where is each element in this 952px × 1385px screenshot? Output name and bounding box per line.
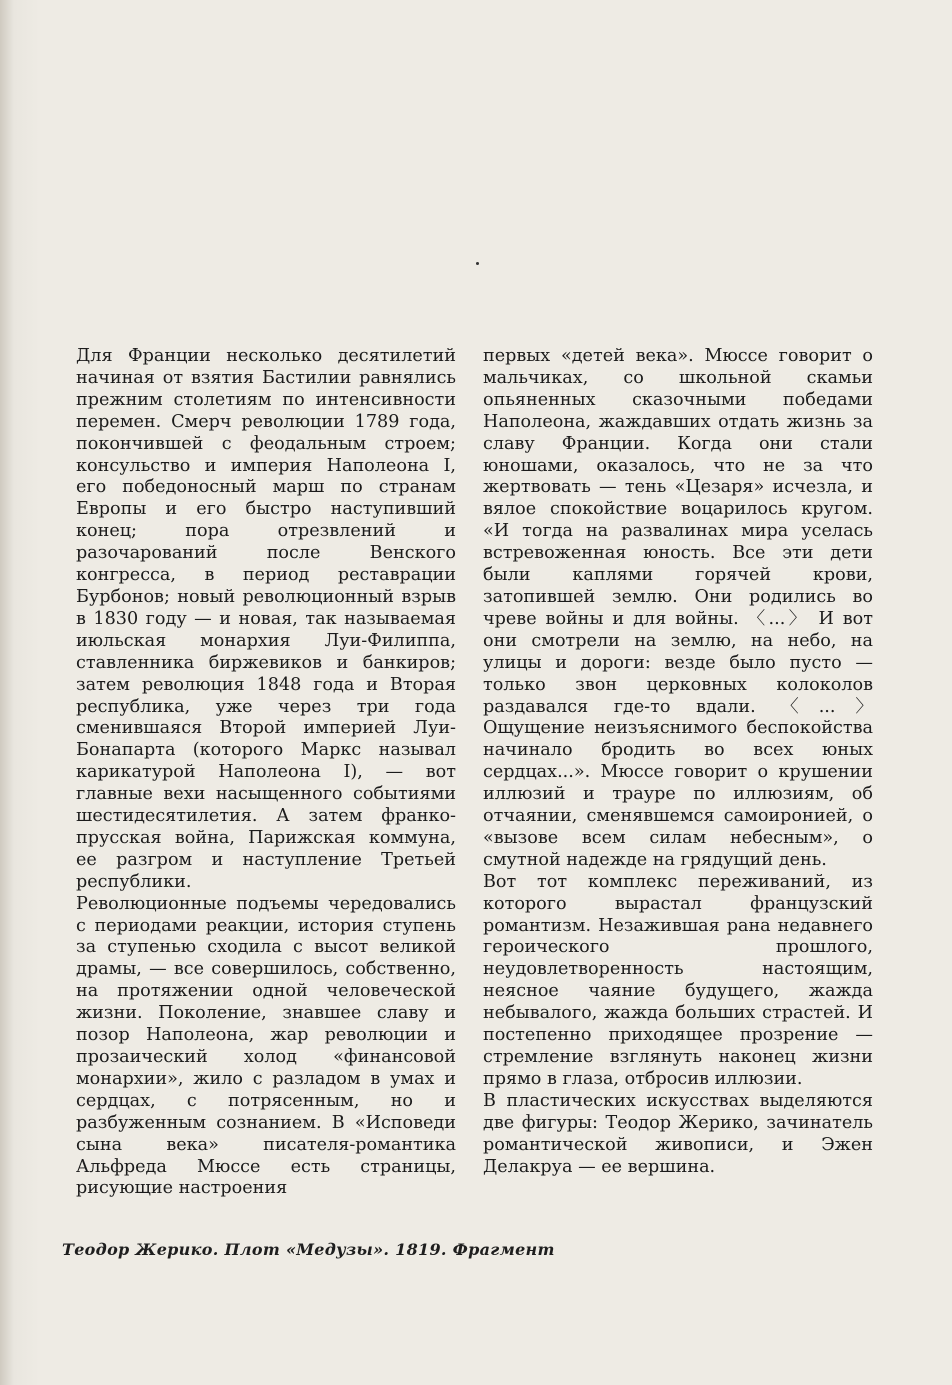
paragraph-children-of-century: первых «детей века». Мюссе говорит о мальчиках, со школьной скамьи опьяненных сказочными победами Наполеона, жаждавших отдать жизнь за славу Франции. Когда они стали юношами, оказалось, что не за что жертвовать — тень «Цезаря» исчезла, и вялое спокойствие воцарилось кругом. «И тогда на развалинах мира уселась встревоженная юность. Все эти дети были каплями горячей крови, затопившей землю. Они родились во чреве войны и для войны. 〈...〉 И вот они смотрели на землю, на небо, на улицы и дороги: везде было пусто — только звон церковных колоколов раздавался где-то вдали. 〈...〉 Ощущение неизъяснимого беспокойства начинало бродить во всех юных сердцах...». Мюссе говорит о крушении иллюзий и трауре по иллюзиям, об отчаянии, сменявшемся самоиронией, о «вызове всем силам небесным», о смутной надежде на грядущий день.: [483, 346, 873, 870]
paragraph-two-figures: В пластических искусствах выделяются две фигуры: Теодор Жерико, зачинатель романтической живописи, и Эжен Делакруа — ее вершина.: [483, 1090, 873, 1177]
paragraph-romanticism-complex: Вот тот комплекс переживаний, из которого вырастал французский романтизм. Незажившая рана недавнего героического прошлого, неудовлетворенность настоящим, неясное чаяние будущего, жажда небывалого, жажда больших страстей. И постепенно приходящее прозрение — стремление взглянуть наконец жизни прямо в глаза, отбросив иллюзии.: [483, 871, 873, 1089]
paragraph-revolutionary-rises: Революционные подъемы чередовались с периодами реакции, история ступень за ступенью сходила с высот великой драмы, — все совершилось, собственно, на протяжении одной человеческой жизни. Поколение, знавшее славу и позор Наполеона, жар революции и прозаический холод «финансовой монархии», жило с разладом в умах и сердцах, с потрясенным, но и разбуженным сознанием. В «Исповеди сына века» писателя-романтика Альфреда Мюссе есть страницы, рисующие настроения: [76, 893, 456, 1199]
text-column-left: [76, 346, 456, 1200]
text-column-right: [483, 346, 873, 1178]
print-speck: [476, 262, 479, 265]
figure-caption: Теодор Жерико. Плот «Медузы». 1819. Фрагмент: [62, 1240, 555, 1259]
paragraph-france-decades: Для Франции несколько десятилетий начиная от взятия Бастилии равнялись прежним столетиям по интенсивности перемен. Смерч революции 1789 года, покончившей с феодальным строем; консульство и империя Наполеона I, его победоносный марш по странам Европы и его быстро наступивший конец; пора отрезвлений и разочарований после Венского конгресса, в период реставрации Бурбонов; новый революционный взрыв в 1830 году — и новая, так называемая июльская монархия Луи-Филиппа, ставленника биржевиков и банкиров; затем революция 1848 года и Вторая республика, уже через три года сменившаяся Второй империей Луи-Бонапарта (которого Маркс называл карикатурой Наполеона I), — вот главные вехи насыщенного событиями шестидесятилетия. А затем франко-прусская война, Парижская коммуна, ее разгром и наступление Третьей республики.: [76, 346, 456, 892]
